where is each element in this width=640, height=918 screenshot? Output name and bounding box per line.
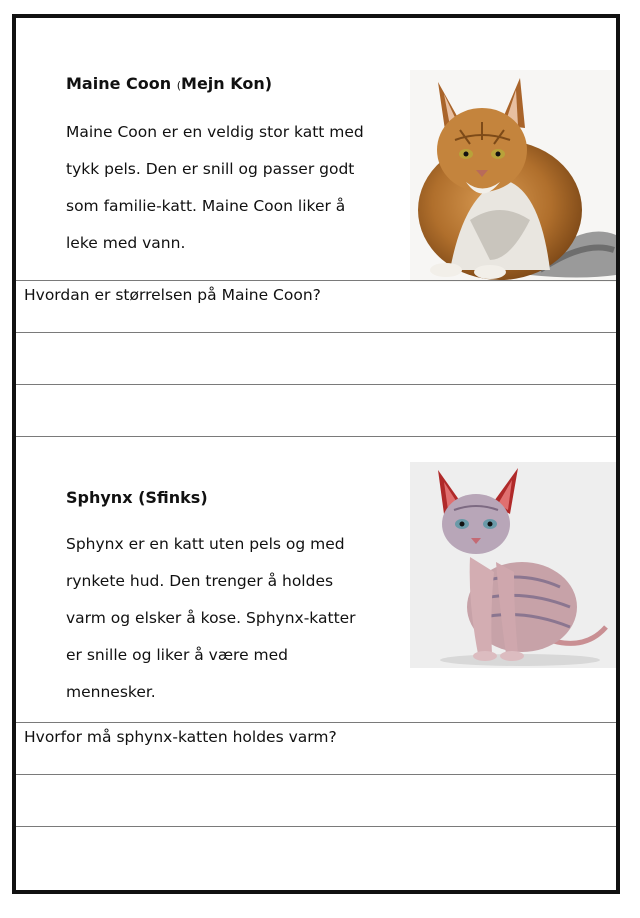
sphynx-image [410,462,616,668]
maine-coon-text [66,114,396,262]
sphynx-text [66,526,396,711]
answer-line [16,722,616,723]
maine-coon-question: Hvordan er størrelsen på Maine Coon? [24,286,321,304]
text-line: som familie-katt. Maine Coon liker å [66,197,346,215]
text-line: rynkete hud. Den trenger å holdes [66,572,334,590]
text-line: mennesker. [66,683,156,701]
maine-coon-image [410,70,616,282]
text-line: Maine Coon er en veldig stor katt med [66,123,364,141]
sphynx-question: Hvorfor må sphynx-katten holdes varm? [24,728,337,746]
answer-line [16,826,616,827]
text-line: tykk pels. Den er snill og passer godt [66,160,355,178]
answer-line [16,384,616,385]
worksheet-page [12,14,620,894]
text-line: varm og elsker å kose. Sphynx-katter [66,609,356,627]
text-line: er snille og liker å være med [66,646,289,664]
text-line: Sphynx er en katt uten pels og med [66,535,345,553]
answer-line [16,774,616,775]
maine-coon-title: Maine Coon (Mejn Kon) [66,74,273,93]
answer-line [16,436,616,437]
text-line: leke med vann. [66,234,186,252]
answer-line [16,332,616,333]
sphynx-title: Sphynx (Sfinks) [66,488,208,507]
answer-line [16,280,616,281]
pronunciation-open: ( [176,79,182,92]
